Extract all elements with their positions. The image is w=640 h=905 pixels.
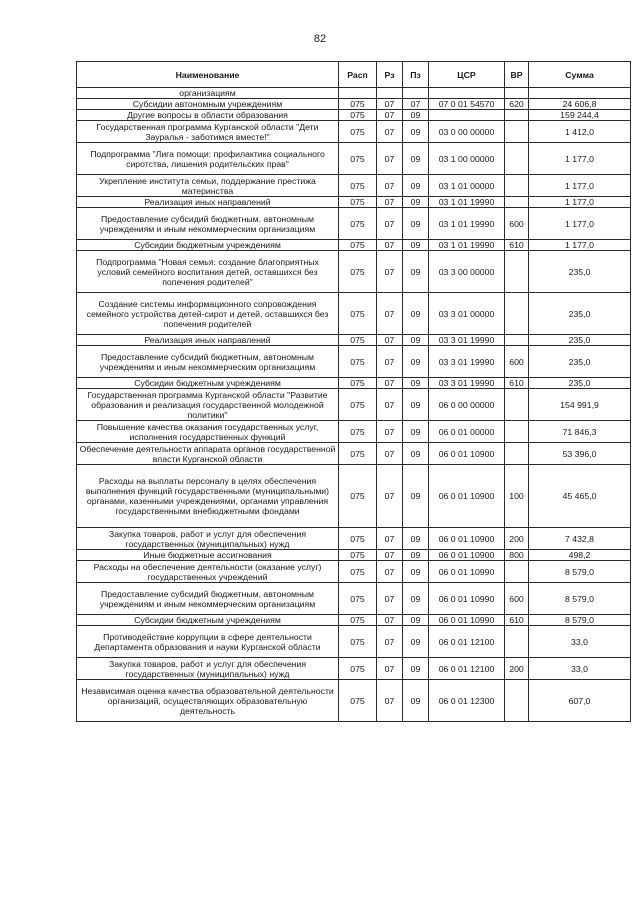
cell-rasp: 075 [339,346,377,378]
cell-rasp: 075 [339,240,377,251]
cell-rz: 07 [377,251,403,293]
cell-pz: 09 [403,389,429,421]
cell-sum: 1 177,0 [529,208,631,240]
cell-rz: 07 [377,208,403,240]
table-row [77,550,631,561]
cell-pz: 09 [403,121,429,143]
cell-rz [377,88,403,99]
cell-pz: 09 [403,143,429,175]
cell-rz: 07 [377,389,403,421]
table-row [77,88,631,99]
cell-sum: 8 579,0 [529,583,631,615]
cell-pz: 09 [403,240,429,251]
cell-sum: 24 606,8 [529,99,631,110]
table-row [77,378,631,389]
table-row [77,465,631,528]
cell-pz: 09 [403,175,429,197]
cell-csr: 03 0 00 00000 [429,121,505,143]
cell-sum: 33,0 [529,658,631,680]
cell-sum: 1 177,0 [529,175,631,197]
table-row [77,561,631,583]
cell-rasp: 075 [339,680,377,722]
cell-rasp: 075 [339,528,377,550]
cell-csr: 06 0 01 12100 [429,658,505,680]
page-number: 82 [313,33,327,45]
table-row [77,626,631,658]
cell-sum: 235,0 [529,346,631,378]
cell-csr: 06 0 01 10990 [429,583,505,615]
cell-rasp: 075 [339,421,377,443]
cell-vr [505,175,529,197]
cell-vr: 610 [505,240,529,251]
budget-table [76,61,631,722]
cell-vr [505,443,529,465]
cell-csr [429,88,505,99]
cell-rasp: 075 [339,121,377,143]
cell-vr [505,680,529,722]
cell-vr [505,251,529,293]
cell-vr [505,121,529,143]
table-row [77,443,631,465]
table-row [77,346,631,378]
cell-rz: 07 [377,465,403,528]
cell-rz: 07 [377,240,403,251]
cell-name: Предоставление субсидий бюджетным, автономным учреждениям и иным некоммерческим организациям [77,346,339,378]
cell-name: Противодействие коррупции в сфере деятельности Департамента образования и науки Курганской области [77,626,339,658]
cell-rz: 07 [377,658,403,680]
cell-rasp: 075 [339,110,377,121]
table-row [77,208,631,240]
cell-rz: 07 [377,561,403,583]
table-row [77,421,631,443]
cell-csr: 03 1 01 00000 [429,175,505,197]
cell-name: Предоставление субсидий бюджетным, автономным учреждениям и иным некоммерческим организациям [77,583,339,615]
cell-csr: 03 3 01 19990 [429,378,505,389]
cell-sum: 159 244,4 [529,110,631,121]
cell-name: Обеспечение деятельности аппарата органов государственной власти Курганской области [77,443,339,465]
cell-vr: 100 [505,465,529,528]
cell-name: Повышение качества оказания государственных услуг, исполнения государственных функций [77,421,339,443]
cell-rz: 07 [377,346,403,378]
cell-rz: 07 [377,293,403,335]
cell-rasp: 075 [339,389,377,421]
cell-csr: 06 0 01 12100 [429,626,505,658]
cell-rasp: 075 [339,378,377,389]
cell-pz: 09 [403,680,429,722]
cell-csr: 06 0 01 00000 [429,421,505,443]
cell-pz: 09 [403,528,429,550]
cell-rz: 07 [377,680,403,722]
cell-rasp: 075 [339,335,377,346]
cell-csr: 06 0 01 10990 [429,615,505,626]
cell-name: Подпрограмма "Новая семья: создание благоприятных условий семейного воспитания детей, оставшихся без попечения родителей" [77,251,339,293]
table-row [77,583,631,615]
table-row [77,658,631,680]
cell-vr [505,561,529,583]
table-row [77,389,631,421]
table-row [77,680,631,722]
table-row [77,197,631,208]
cell-sum: 235,0 [529,378,631,389]
cell-vr: 600 [505,583,529,615]
cell-pz: 09 [403,658,429,680]
cell-rasp: 075 [339,615,377,626]
cell-rz: 07 [377,143,403,175]
cell-sum: 498,2 [529,550,631,561]
cell-csr: 03 1 01 19990 [429,208,505,240]
header-csr: ЦСР [429,62,505,88]
cell-sum: 45 465,0 [529,465,631,528]
header-vr: ВР [505,62,529,88]
cell-pz: 09 [403,197,429,208]
cell-vr: 200 [505,658,529,680]
cell-csr: 06 0 01 10990 [429,561,505,583]
cell-rasp: 075 [339,99,377,110]
cell-pz [403,88,429,99]
cell-csr: 03 3 00 00000 [429,251,505,293]
cell-rz: 07 [377,626,403,658]
cell-pz: 09 [403,626,429,658]
cell-rasp: 075 [339,658,377,680]
cell-rasp: 075 [339,197,377,208]
cell-pz: 09 [403,251,429,293]
cell-csr: 07 0 01 54570 [429,99,505,110]
cell-name: организациям [77,88,339,99]
cell-vr [505,626,529,658]
cell-name: Закупка товаров, работ и услуг для обеспечения государственных (муниципальных) нужд [77,658,339,680]
cell-sum: 53 396,0 [529,443,631,465]
cell-sum: 1 412,0 [529,121,631,143]
cell-pz: 09 [403,561,429,583]
cell-sum: 1 177,0 [529,143,631,175]
cell-name: Закупка товаров, работ и услуг для обеспечения государственных (муниципальных) нужд [77,528,339,550]
cell-name: Государственная программа Курганской области "Развитие образования и реализация государственной молодежной политики" [77,389,339,421]
cell-name: Государственная программа Курганской области "Дети Зауралья - заботимся вместе!" [77,121,339,143]
cell-name: Реализация иных направлений [77,335,339,346]
cell-name: Расходы на выплаты персоналу в целях обеспечения выполнения функций государственными (муниципальными) органами, казенными учреждениями, органами управления государственными внебюджетными фондами [77,465,339,528]
table-row [77,121,631,143]
cell-rz: 07 [377,528,403,550]
cell-sum: 154 991,9 [529,389,631,421]
cell-rasp: 075 [339,143,377,175]
cell-pz: 09 [403,378,429,389]
cell-sum: 235,0 [529,335,631,346]
cell-rasp: 075 [339,626,377,658]
cell-pz: 09 [403,443,429,465]
table-row [77,251,631,293]
cell-vr: 600 [505,208,529,240]
cell-rasp: 075 [339,550,377,561]
cell-sum: 8 579,0 [529,615,631,626]
cell-vr: 610 [505,615,529,626]
cell-vr: 600 [505,346,529,378]
cell-name: Независимая оценка качества образовательной деятельности организаций, осуществляющих образовательную деятельность [77,680,339,722]
cell-pz: 09 [403,293,429,335]
table-row [77,335,631,346]
cell-pz: 09 [403,465,429,528]
cell-pz: 09 [403,335,429,346]
cell-name: Субсидии бюджетным учреждениям [77,240,339,251]
header-sum: Сумма [529,62,631,88]
cell-sum: 7 432,8 [529,528,631,550]
header-name: Наименование [77,62,339,88]
cell-rz: 07 [377,583,403,615]
cell-vr [505,421,529,443]
cell-pz: 09 [403,615,429,626]
header-rz: Рз [377,62,403,88]
cell-name: Расходы на обеспечение деятельности (оказание услуг) государственных учреждений [77,561,339,583]
table-row [77,615,631,626]
cell-csr: 03 3 01 00000 [429,293,505,335]
cell-pz: 09 [403,346,429,378]
cell-rz: 07 [377,121,403,143]
table-row [77,528,631,550]
cell-sum [529,88,631,99]
cell-sum: 1 177,0 [529,240,631,251]
cell-name: Подпрограмма "Лига помощи: профилактика социального сиротства, лишения родительских прав" [77,143,339,175]
header-rasp: Расп [339,62,377,88]
cell-sum: 235,0 [529,293,631,335]
table-row [77,143,631,175]
cell-name: Реализация иных направлений [77,197,339,208]
cell-name: Другие вопросы в области образования [77,110,339,121]
cell-csr: 03 1 00 00000 [429,143,505,175]
cell-rasp: 075 [339,465,377,528]
cell-name: Создание системы информационного сопровождения семейного устройства детей-сирот и детей, оставшихся без попечения родителей [77,293,339,335]
header-pz: Пз [403,62,429,88]
table-row [77,240,631,251]
cell-csr: 03 3 01 19990 [429,335,505,346]
cell-rz: 07 [377,421,403,443]
cell-name: Иные бюджетные ассигнования [77,550,339,561]
cell-rasp: 075 [339,293,377,335]
table-body [77,88,631,722]
cell-rasp: 075 [339,251,377,293]
cell-rasp: 075 [339,561,377,583]
cell-rz: 07 [377,443,403,465]
cell-rz: 07 [377,615,403,626]
cell-csr: 06 0 01 10900 [429,443,505,465]
cell-sum: 235,0 [529,251,631,293]
cell-rz: 07 [377,99,403,110]
cell-vr: 610 [505,378,529,389]
table-header [77,62,631,88]
cell-vr [505,293,529,335]
cell-rasp: 075 [339,208,377,240]
header-row [77,62,631,88]
cell-rasp: 075 [339,583,377,615]
table-row [77,110,631,121]
cell-pz: 09 [403,110,429,121]
cell-name: Предоставление субсидий бюджетным, автономным учреждениям и иным некоммерческим организациям [77,208,339,240]
cell-csr: 06 0 01 10900 [429,465,505,528]
cell-csr: 03 3 01 19990 [429,346,505,378]
cell-sum: 1 177,0 [529,197,631,208]
cell-rz: 07 [377,378,403,389]
cell-pz: 09 [403,583,429,615]
cell-csr: 06 0 01 12300 [429,680,505,722]
cell-sum: 607,0 [529,680,631,722]
cell-rz: 07 [377,110,403,121]
cell-csr: 06 0 00 00000 [429,389,505,421]
cell-vr: 800 [505,550,529,561]
cell-name: Субсидии автономным учреждениям [77,99,339,110]
cell-sum: 71 846,3 [529,421,631,443]
cell-rasp [339,88,377,99]
cell-pz: 09 [403,550,429,561]
table-row [77,293,631,335]
cell-vr [505,88,529,99]
cell-sum: 33,0 [529,626,631,658]
table-row [77,99,631,110]
cell-name: Укрепление института семьи, поддержание престижа материнства [77,175,339,197]
cell-pz: 07 [403,99,429,110]
cell-vr: 200 [505,528,529,550]
cell-rz: 07 [377,197,403,208]
cell-rz: 07 [377,550,403,561]
cell-vr [505,389,529,421]
cell-csr [429,110,505,121]
cell-vr [505,335,529,346]
cell-vr: 620 [505,99,529,110]
cell-vr [505,110,529,121]
cell-rasp: 075 [339,175,377,197]
cell-csr: 03 1 01 19990 [429,240,505,251]
cell-rasp: 075 [339,443,377,465]
cell-rz: 07 [377,175,403,197]
cell-rz: 07 [377,335,403,346]
cell-vr [505,197,529,208]
cell-csr: 03 1 01 19990 [429,197,505,208]
cell-vr [505,143,529,175]
cell-csr: 06 0 01 10900 [429,528,505,550]
cell-pz: 09 [403,208,429,240]
cell-pz: 09 [403,421,429,443]
cell-name: Субсидии бюджетным учреждениям [77,615,339,626]
cell-sum: 8 579,0 [529,561,631,583]
table-row [77,175,631,197]
cell-name: Субсидии бюджетным учреждениям [77,378,339,389]
cell-csr: 06 0 01 10900 [429,550,505,561]
